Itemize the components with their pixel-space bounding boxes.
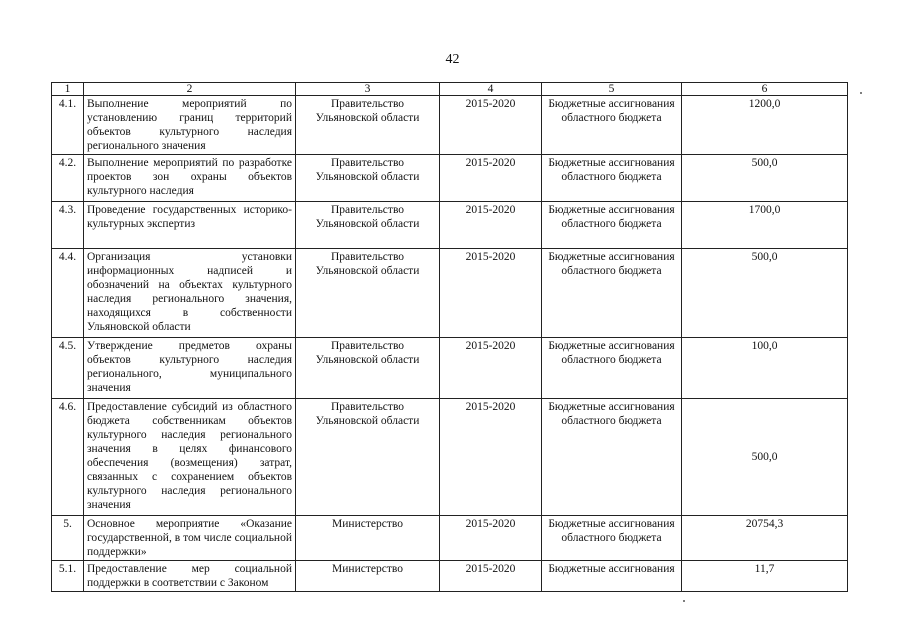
period: 2015-2020 [440,202,542,249]
executor: Правительство Ульяновской области [296,202,440,249]
period: 2015-2020 [440,155,542,202]
executor: Правительство Ульяновской области [296,155,440,202]
executor: Министерство [296,561,440,592]
executor: Министерство [296,516,440,561]
funding-source: Бюджетные ассигнования областного бюджета [542,338,682,399]
column-header: 4 [440,83,542,96]
column-header: 2 [84,83,296,96]
executor: Правительство Ульяновской области [296,96,440,155]
funding-source: Бюджетные ассигнования областного бюджета [542,96,682,155]
period: 2015-2020 [440,338,542,399]
table-row [52,338,848,399]
period: 2015-2020 [440,399,542,516]
amount: 500,0 [682,155,848,202]
table-header-row [52,83,848,96]
program-table [51,82,848,592]
row-number: 4.4. [52,249,84,338]
table-row [52,96,848,155]
activity-name: Предоставление мер социальной поддержки в соответствии с Законом [84,561,296,592]
period: 2015-2020 [440,249,542,338]
activity-name: Проведение государственных историко-культурных экспертиз [84,202,296,249]
activity-name: Утверждение предметов охраны объектов культурного наследия регионального, муниципального значения [84,338,296,399]
column-header: 1 [52,83,84,96]
table-row [52,516,848,561]
executor: Правительство Ульяновской области [296,338,440,399]
activity-name: Организация установки информационных надписей и обозначений на объектах культурного наследия регионального значения, находящихся в собственности Ульяновской области [84,249,296,338]
funding-source: Бюджетные ассигнования областного бюджета [542,399,682,516]
funding-source: Бюджетные ассигнования областного бюджета [542,249,682,338]
amount: 11,7 [682,561,848,592]
page-number: 42 [445,52,460,67]
row-number: 5. [52,516,84,561]
table-row [52,561,848,592]
table-row [52,202,848,249]
table-row [52,399,848,516]
period: 2015-2020 [440,516,542,561]
period: 2015-2020 [440,96,542,155]
column-header: 5 [542,83,682,96]
row-number: 4.3. [52,202,84,249]
activity-name: Основное мероприятие «Оказание государственной, в том числе социальной поддержки» [84,516,296,561]
amount: 500,0 [682,399,848,516]
amount: 1200,0 [682,96,848,155]
row-number: 4.6. [52,399,84,516]
row-number: 5.1. [52,561,84,592]
row-number: 4.2. [52,155,84,202]
funding-source: Бюджетные ассигнования областного бюджета [542,155,682,202]
table-row [52,249,848,338]
executor: Правительство Ульяновской области [296,249,440,338]
scan-speck [683,600,685,602]
amount: 100,0 [682,338,848,399]
row-number: 4.1. [52,96,84,155]
amount: 1700,0 [682,202,848,249]
column-header: 6 [682,83,848,96]
funding-source: Бюджетные ассигнования [542,561,682,592]
amount: 500,0 [682,249,848,338]
period: 2015-2020 [440,561,542,592]
funding-source: Бюджетные ассигнования областного бюджета [542,516,682,561]
table-row [52,155,848,202]
row-number: 4.5. [52,338,84,399]
activity-name: Выполнение мероприятий по установлению границ территорий объектов культурного наследия регионального значения [84,96,296,155]
scan-speck [860,92,862,94]
funding-source: Бюджетные ассигнования областного бюджета [542,202,682,249]
column-header: 3 [296,83,440,96]
activity-name: Предоставление субсидий из областного бюджета собственникам объектов культурного наследия регионального значения в целях финансового обеспечения (возмещения) затрат, связанных с сохранением объектов культурного наследия регионального значения [84,399,296,516]
amount: 20754,3 [682,516,848,561]
activity-name: Выполнение мероприятий по разработке проектов зон охраны объектов культурного наследия [84,155,296,202]
executor: Правительство Ульяновской области [296,399,440,516]
